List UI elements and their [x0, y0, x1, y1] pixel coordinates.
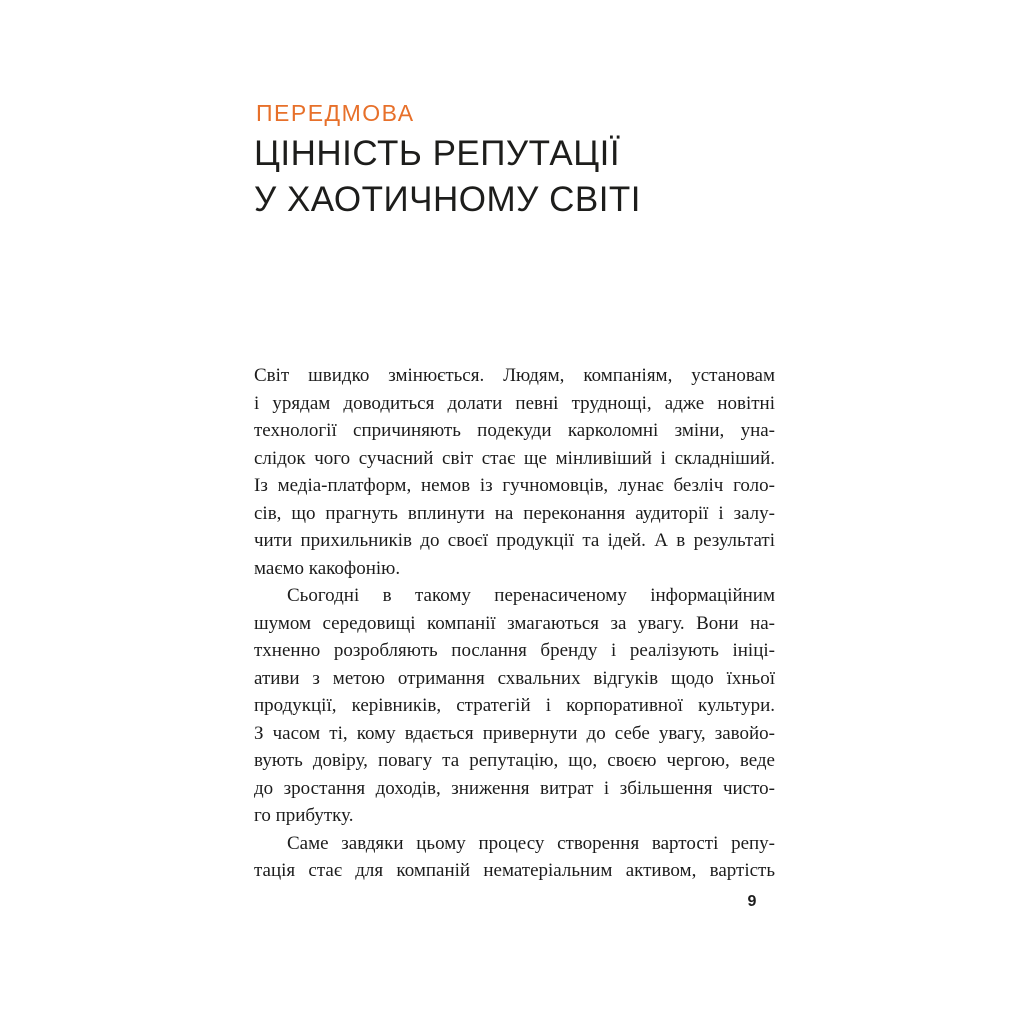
body-line: тація стає для компаній нематеріальним активом, вартість [254, 860, 775, 881]
body-line: Світ швидко змінюється. Людям, компаніям, установам [254, 365, 775, 386]
body-line: до зростання доходів, зниження витрат і збільшення чисто- [254, 777, 775, 799]
chapter-title-line-1: ЦІННІСТЬ РЕПУТАЦІЇ [254, 134, 621, 173]
chapter-title [254, 131, 641, 223]
body-line: го прибутку. [254, 805, 354, 826]
body-line: З часом ті, кому вдається привернути до себе увагу, завойо- [254, 722, 775, 744]
paragraph [254, 582, 775, 830]
paragraph [254, 362, 775, 582]
body-line: слідок чого сучасний світ стає ще мінливіший і складніший. [254, 447, 775, 469]
chapter-title-line-2: У ХАОТИЧНОМУ СВІТІ [254, 180, 642, 219]
section-kicker: ПЕРЕДМОВА [256, 100, 415, 126]
body-line: Із медіа-платформ, немов із гучномовців, лунає безліч голо- [254, 475, 775, 496]
body-line: Саме завдяки цьому процесу створення вартості репу- [287, 832, 775, 854]
body-line: маємо какофонію. [254, 557, 401, 579]
page-number: 9 [747, 893, 757, 910]
body-line: і урядам доводиться долати певні труднощі, адже новітні [254, 392, 775, 414]
body-line: шумом середовищі компанії змагаються за увагу. Вони на- [254, 612, 775, 634]
paragraph [254, 830, 775, 885]
body-line: Сьогодні в такому перенасиченому інформаційним [287, 585, 775, 606]
body-line: технології спричиняють подекуди карколомні зміни, уна- [254, 420, 775, 441]
body-line: вують довіру, повагу та репутацію, що, своєю чергою, веде [254, 750, 775, 771]
body-line: ативи з метою отримання схвальних відгуків щодо їхньої [254, 667, 775, 689]
body-line: чити прихильників до своєї продукції та ідей. А в результаті [254, 530, 775, 551]
body-text [254, 362, 775, 885]
body-line: тхненно розробляють послання бренду і реалізують ініці- [254, 640, 775, 661]
body-line: продукції, керівників, стратегій і корпоративної культури. [254, 695, 775, 716]
body-line: сів, що прагнуть вплинути на переконання аудиторії і залу- [254, 502, 775, 524]
